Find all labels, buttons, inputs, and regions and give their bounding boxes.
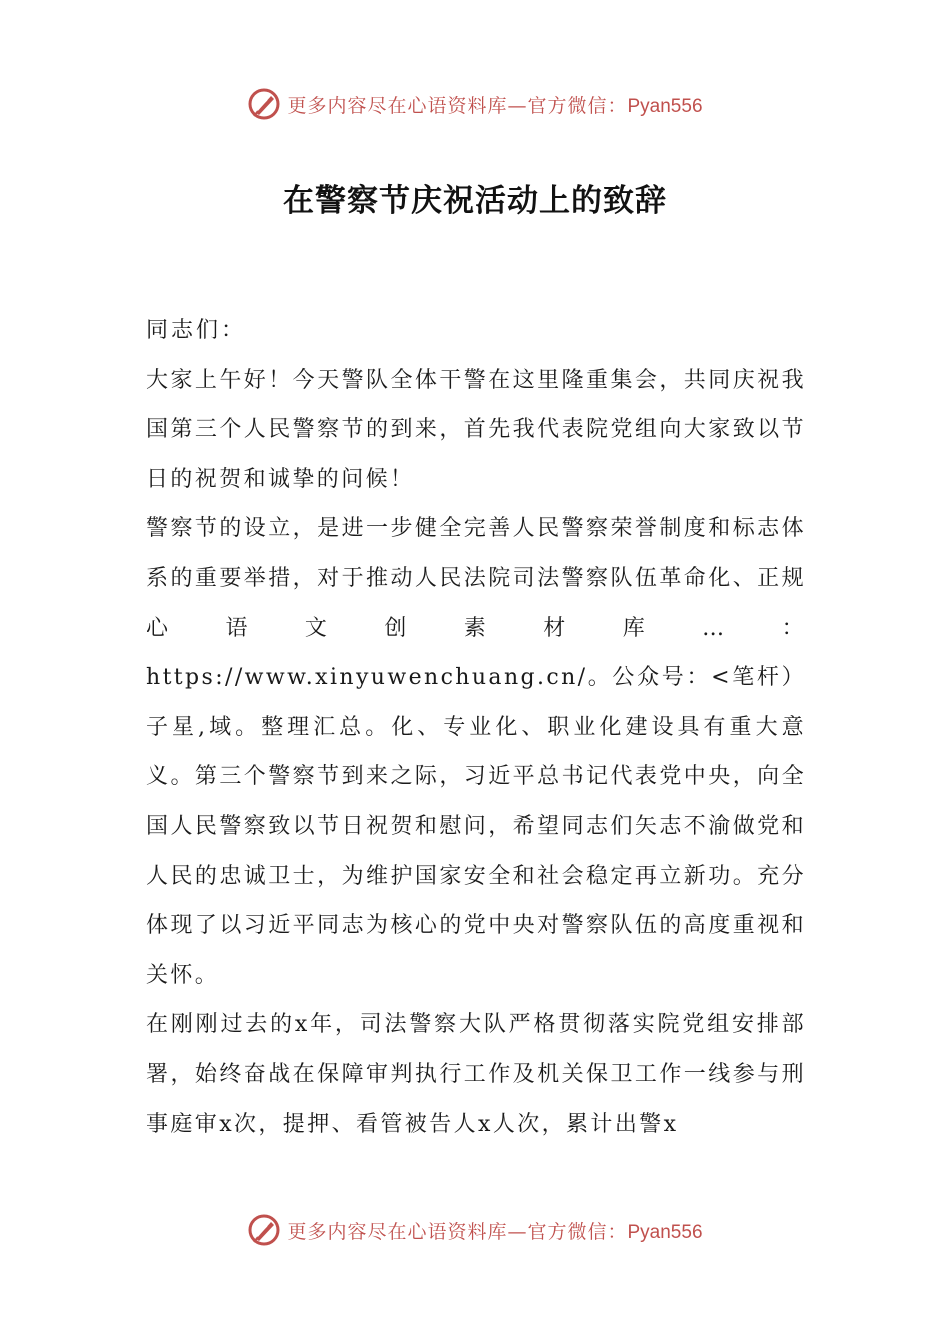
paragraph-3: 在刚刚过去的x年，司法警察大队严格贯彻落实院党组安排部署，始终奋战在保障审判执行工作及机关保卫工作一线参与刑事庭审x次，提押、看管被告人x人次，累计出警x — [146, 1012, 806, 1137]
header-wechat-id: Pyan556 — [627, 95, 703, 117]
greeting: 同志们： — [146, 318, 247, 343]
quill-logo-icon — [247, 1213, 281, 1247]
footer-banner-text: 更多内容尽在心语资料库—官方微信：Pyan556 — [287, 1220, 703, 1243]
header-banner-text: 更多内容尽在心语资料库—官方微信：Pyan556 — [287, 94, 703, 117]
header-banner — [0, 84, 950, 124]
footer-wechat-id: Pyan556 — [627, 1221, 703, 1243]
footer-banner — [0, 1210, 950, 1250]
document-body — [146, 306, 806, 1149]
paragraph-2: 警察节的设立，是进一步健全完善人民警察荣誉制度和标志体系的重要举措，对于推动人民法院司法警察队伍革命化、正规心语文创素材库…：https://www.xinyuwenchuang.cn/。公众号：<笔杆）子星,域。整理汇总。化、专业化、职业化建设具有重大意义。第三个警察节到来之际，习近平总书记代表党中央，向全国人民警察致以节日祝贺和慰问，希望同志们矢志不渝做党和人民的忠诚卫士，为维护国家安全和社会稳定再立新功。充分体现了以习近平同志为核心的党中央对警察队伍的高度重视和关怀。 — [146, 516, 806, 988]
quill-logo-icon — [247, 87, 281, 121]
paragraph-1: 大家上午好！今天警队全体干警在这里隆重集会，共同庆祝我国第三个人民警察节的到来，首先我代表院党组向大家致以节日的祝贺和诚挚的问候！ — [146, 367, 806, 492]
document-title: 在警察节庆祝活动上的致辞 — [283, 183, 667, 219]
